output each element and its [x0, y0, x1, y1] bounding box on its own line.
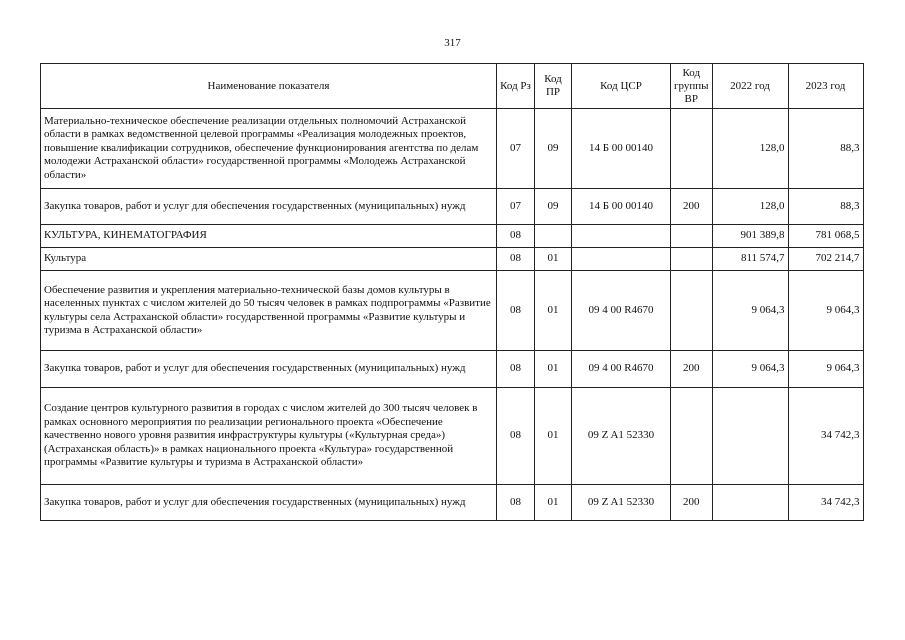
row-2023: 88,3	[788, 109, 863, 189]
row-pr: 09	[535, 109, 572, 189]
row-rz: 08	[497, 351, 535, 388]
row-2022: 9 064,3	[712, 351, 788, 388]
row-rz: 08	[497, 271, 535, 351]
page-number: 317	[444, 37, 461, 49]
header-rz: Код Рз	[497, 64, 535, 109]
header-csr: Код ЦСР	[572, 64, 671, 109]
row-2023: 702 214,7	[788, 248, 863, 271]
row-2023: 781 068,5	[788, 225, 863, 248]
row-vr	[671, 388, 713, 485]
row-2023: 34 742,3	[788, 388, 863, 485]
row-vr	[671, 271, 713, 351]
row-2022: 901 389,8	[712, 225, 788, 248]
row-pr	[535, 225, 572, 248]
row-pr: 01	[535, 351, 572, 388]
row-2023: 9 064,3	[788, 351, 863, 388]
row-csr	[572, 248, 671, 271]
row-name: Обеспечение развития и укрепления материально-технической базы домов культуры в населенных пунктах с числом жителей до 50 тысяч человек в рамках подпрограммы «Развитие культуры села Астраханской области» государственной программы «Развитие культуры и туризма в Астраханской области»	[41, 271, 497, 351]
row-csr: 09 4 00 R4670	[572, 351, 671, 388]
row-csr: 09 4 00 R4670	[572, 271, 671, 351]
row-name: Создание центров культурного развития в городах с числом жителей до 300 тысяч человек в рамках основного мероприятия по реализации регионального проекта «Обеспечение качественно нового уровня развития инфраструктуры культуры («Культурная среда») (Астраханская область)» в рамках национального проекта «Культура» государственной программы «Развитие культуры и туризма в Астраханской области»	[41, 388, 497, 485]
table-row	[41, 109, 864, 189]
row-2022: 128,0	[712, 189, 788, 225]
row-name: Закупка товаров, работ и услуг для обеспечения государственных (муниципальных) нужд	[41, 485, 497, 521]
row-name: Культура	[41, 248, 497, 271]
row-pr: 01	[535, 271, 572, 351]
row-name: Закупка товаров, работ и услуг для обеспечения государственных (муниципальных) нужд	[41, 351, 497, 388]
row-rz: 07	[497, 189, 535, 225]
row-pr: 09	[535, 189, 572, 225]
header-pr: Код ПР	[535, 64, 572, 109]
table-row	[41, 271, 864, 351]
header-2022: 2022 год	[712, 64, 788, 109]
row-csr	[572, 225, 671, 248]
row-csr: 09 Z A1 52330	[572, 388, 671, 485]
row-2022: 811 574,7	[712, 248, 788, 271]
row-vr	[671, 248, 713, 271]
table-row	[41, 485, 864, 521]
row-csr: 14 Б 00 00140	[572, 189, 671, 225]
table-row	[41, 351, 864, 388]
header-vr: Код группы ВР	[671, 64, 713, 109]
row-pr: 01	[535, 485, 572, 521]
table-row	[41, 189, 864, 225]
row-vr	[671, 109, 713, 189]
table-row	[41, 225, 864, 248]
row-2022	[712, 388, 788, 485]
row-2022	[712, 485, 788, 521]
row-2022: 128,0	[712, 109, 788, 189]
row-csr: 14 Б 00 00140	[572, 109, 671, 189]
row-name: Материально-техническое обеспечение реализации отдельных полномочий Астраханской области в рамках ведомственной целевой программы «Реализация молодежных проектов, повышение квалификации сотрудников, обеспечение функционирования агентства по делам молодежи Астраханской области» государственной программы «Молодежь Астраханской области»	[41, 109, 497, 189]
row-pr: 01	[535, 248, 572, 271]
header-name: Наименование показателя	[41, 64, 497, 109]
table-row	[41, 248, 864, 271]
row-2023: 34 742,3	[788, 485, 863, 521]
row-2022: 9 064,3	[712, 271, 788, 351]
row-rz: 08	[497, 225, 535, 248]
header-row	[41, 64, 864, 109]
row-2023: 9 064,3	[788, 271, 863, 351]
row-2023: 88,3	[788, 189, 863, 225]
row-vr: 200	[671, 485, 713, 521]
row-rz: 07	[497, 109, 535, 189]
header-2023: 2023 год	[788, 64, 863, 109]
row-vr: 200	[671, 351, 713, 388]
row-rz: 08	[497, 388, 535, 485]
row-name: Закупка товаров, работ и услуг для обеспечения государственных (муниципальных) нужд	[41, 189, 497, 225]
row-name: КУЛЬТУРА, КИНЕМАТОГРАФИЯ	[41, 225, 497, 248]
row-csr: 09 Z A1 52330	[572, 485, 671, 521]
row-vr: 200	[671, 189, 713, 225]
row-rz: 08	[497, 248, 535, 271]
row-pr: 01	[535, 388, 572, 485]
row-vr	[671, 225, 713, 248]
row-rz: 08	[497, 485, 535, 521]
budget-table	[40, 63, 864, 521]
table-row	[41, 388, 864, 485]
